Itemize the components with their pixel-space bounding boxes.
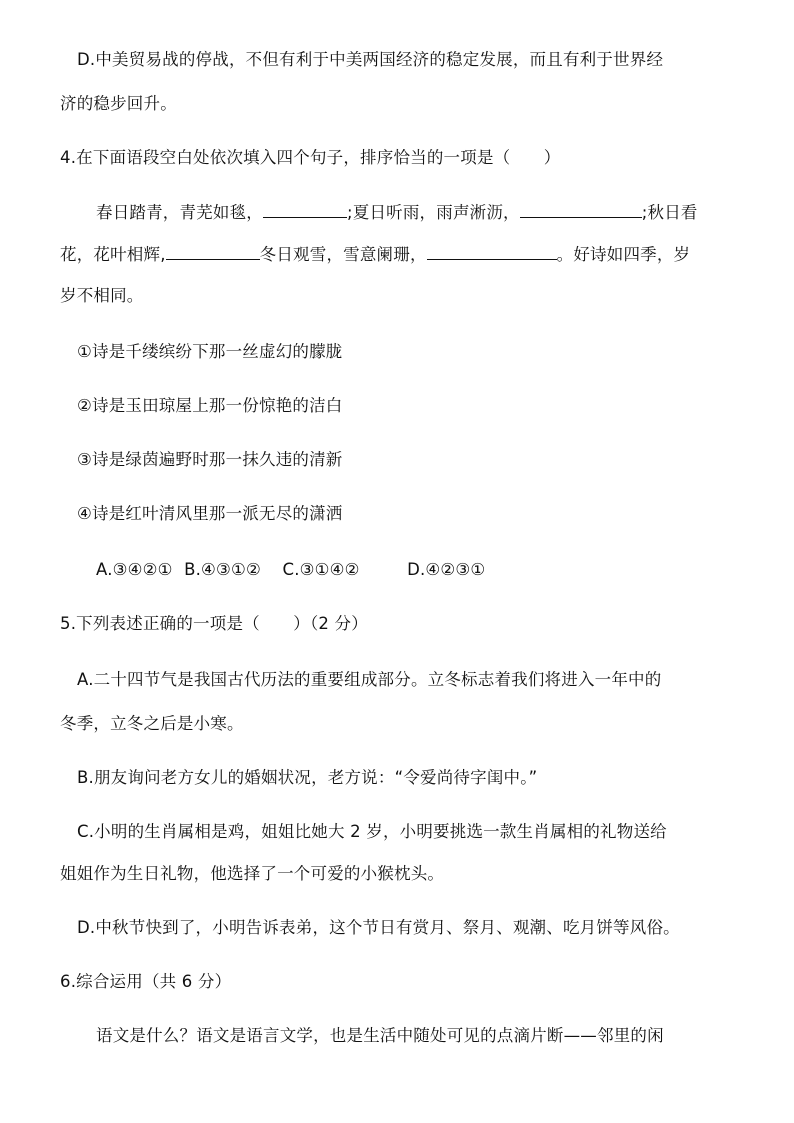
q4-passage-line2 xyxy=(60,242,690,267)
q4-passage-line1 xyxy=(96,200,698,225)
q3-option-d-line1: D.中美贸易战的停战，不但有利于中美两国经济的稳定发展，而且有利于世界经 xyxy=(77,50,664,69)
q6-passage-line1: 语文是什么？语文是语言文学，也是生活中随处可见的点滴片断——邻里的闲 xyxy=(96,1026,664,1045)
q4-option-c: C.③①④② xyxy=(282,560,360,579)
q4-option-b: B.④③①② xyxy=(184,560,262,579)
q4-passage-text: ;秋日看 xyxy=(641,203,698,222)
q4-stem: 4.在下面语段空白处依次填入四个句子，排序恰当的一项是（ ） xyxy=(60,148,561,167)
answer-blank xyxy=(166,242,260,260)
q4-passage-text: 冬日观雪，雪意阑珊， xyxy=(259,245,427,264)
q4-passage-text: 花，花叶相辉, xyxy=(60,245,166,264)
q5-option-b: B.朋友询问老方女儿的婚姻状况，老方说：“令爱尚待字闺中。” xyxy=(77,768,538,787)
q4-item-2: ②诗是玉田琼屋上那一份惊艳的洁白 xyxy=(77,396,343,415)
q4-passage-text: 春日踏青，青芜如毯， xyxy=(96,203,263,222)
q5-option-a-line1: A.二十四节气是我国古代历法的重要组成部分。立冬标志着我们将进入一年中的 xyxy=(77,670,662,689)
q4-option-a: A.③④②① xyxy=(96,560,173,579)
q5-stem: 5.下列表述正确的一项是（ ）（2 分） xyxy=(60,614,368,633)
q4-option-d: D.④②③① xyxy=(407,560,486,579)
q4-item-4: ④诗是红叶清风里那一派无尽的潇洒 xyxy=(77,504,343,523)
answer-blank xyxy=(427,242,557,260)
q4-passage-text: ;夏日听雨，雨声淅沥， xyxy=(347,203,520,222)
q3-option-d-line2: 济的稳步回升。 xyxy=(60,94,177,113)
q4-passage-line3: 岁不相同。 xyxy=(60,286,144,305)
q6-stem: 6.综合运用（共 6 分） xyxy=(60,972,232,991)
q5-option-c-line1: C.小明的生肖属相是鸡，姐姐比她大 2 岁，小明要挑选一款生肖属相的礼物送给 xyxy=(77,822,667,841)
q5-option-c-line2: 姐姐作为生日礼物，他选择了一个可爱的小猴枕头。 xyxy=(60,864,445,883)
q5-option-d: D.中秋节快到了，小明告诉表弟，这个节日有赏月、祭月、观潮、吃月饼等风俗。 xyxy=(77,918,680,937)
q4-passage-text: 。好诗如四季，岁 xyxy=(556,245,691,264)
q5-option-a-line2: 冬季，立冬之后是小寒。 xyxy=(60,714,244,733)
q4-item-3: ③诗是绿茵遍野时那一抹久违的清新 xyxy=(77,450,343,469)
q4-options xyxy=(96,558,485,582)
answer-blank xyxy=(520,200,642,218)
q4-item-1: ①诗是千缕缤纷下那一丝虚幻的朦胧 xyxy=(77,342,343,361)
answer-blank xyxy=(263,200,347,218)
